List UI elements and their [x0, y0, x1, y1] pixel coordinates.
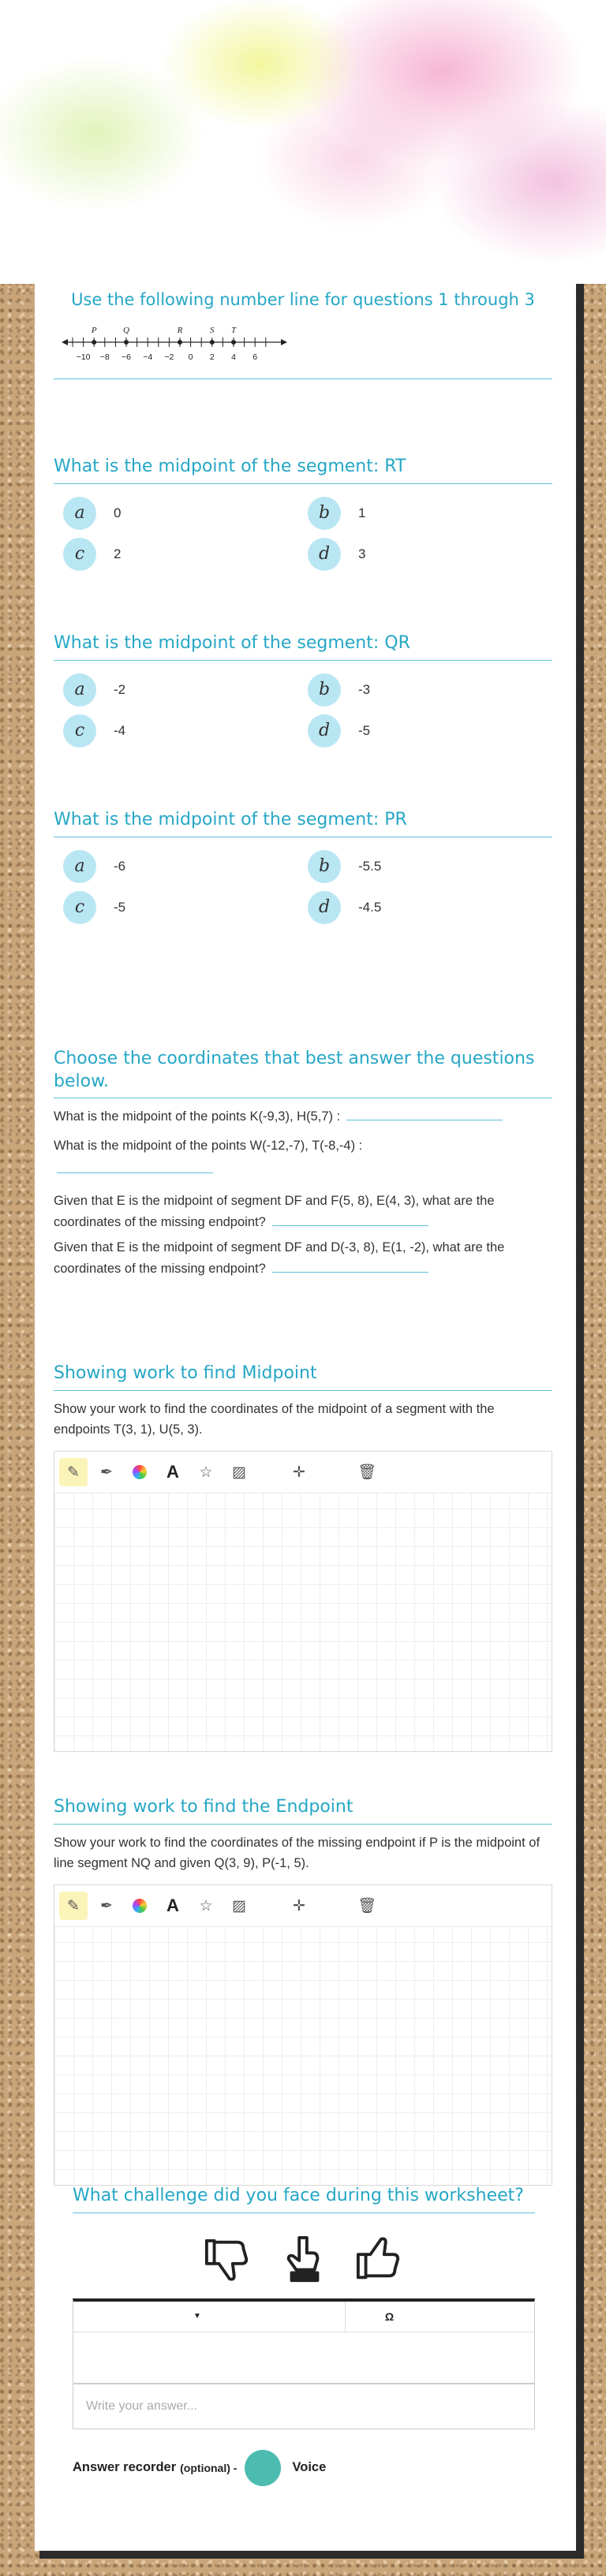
answer-blank-4[interactable]: [272, 1261, 428, 1273]
trash-icon[interactable]: 🗑: [357, 1898, 377, 1915]
option-letter: a: [63, 850, 96, 883]
recorder-optional: (optional) -: [180, 2461, 238, 2474]
answer-recorder: [73, 2450, 535, 2486]
point-label: T: [230, 326, 237, 335]
point-label: P: [91, 326, 97, 335]
option-letter: b: [308, 497, 341, 530]
pencil-icon[interactable]: ✎: [59, 1892, 88, 1920]
point-label: R: [177, 326, 183, 335]
number-line: [62, 325, 290, 369]
option-b[interactable]: [308, 673, 544, 706]
question-3: [54, 809, 552, 932]
option-letter: c: [63, 538, 96, 571]
option-text: 0: [114, 505, 122, 520]
star-icon[interactable]: ☆: [199, 1897, 213, 1914]
work-prompt: Show your work to find the coordinates of the missing endpoint if P is the midpoint of line segment NQ and given Q(3, 9), P(-1, 5).: [54, 1835, 541, 1870]
pen-icon[interactable]: ✒: [100, 1897, 113, 1914]
number-line-point: [231, 340, 236, 345]
point-label: S: [210, 326, 215, 335]
drawing-toolbar: [54, 1452, 552, 1493]
rich-text-editor: [73, 2298, 535, 2384]
coord-question-4: Given that E is the midpoint of segment DF and D(-3, 8), E(1, -2), what are the coordinates of the missing endpoint?: [54, 1240, 505, 1276]
section-title: Choose the coordinates that best answer the questions below.: [54, 1048, 552, 1098]
option-c[interactable]: [63, 714, 300, 747]
coord-question-2: What is the midpoint of the points W(-12,-7), T(-8,-4) :: [54, 1138, 363, 1153]
number-line-point: [92, 340, 96, 345]
option-letter: d: [308, 714, 341, 747]
tick-label: −4: [143, 352, 153, 362]
option-text: 3: [358, 546, 366, 561]
coord-question-1: What is the midpoint of the points K(-9,3), H(5,7) :: [54, 1109, 341, 1124]
tick-label: −10: [76, 352, 91, 362]
point-label: Q: [123, 326, 129, 335]
editor-area[interactable]: [73, 2332, 534, 2384]
image-icon[interactable]: ▨: [232, 1463, 246, 1481]
question-title: What is the midpoint of the segment: RT: [54, 456, 552, 484]
chevron-down-icon[interactable]: ▼: [193, 2312, 201, 2321]
tick-label: 4: [231, 352, 236, 362]
color-wheel-icon[interactable]: [125, 1458, 154, 1486]
option-letter: b: [308, 673, 341, 706]
option-a[interactable]: [63, 850, 300, 883]
option-text: -5: [358, 722, 371, 738]
trash-icon[interactable]: 🗑: [357, 1464, 377, 1482]
move-icon[interactable]: ✛: [293, 1463, 305, 1481]
work-endpoint-section: [54, 1796, 552, 2186]
answer-blank-3[interactable]: [272, 1214, 428, 1226]
work-midpoint-section: [54, 1363, 552, 1752]
option-b[interactable]: [308, 497, 544, 530]
option-letter: a: [63, 497, 96, 530]
number-line-point: [178, 340, 182, 345]
option-letter: c: [63, 891, 96, 924]
coord-question-3: Given that E is the midpoint of segment DF and F(5, 8), E(4, 3), what are the coordinates of the missing endpoint?: [54, 1194, 495, 1229]
omega-icon[interactable]: Ω: [384, 2309, 395, 2323]
option-a[interactable]: [63, 497, 300, 530]
question-1: [54, 456, 552, 579]
answer-blank-1[interactable]: [346, 1109, 503, 1120]
editor-toolbar: [73, 2302, 534, 2332]
pen-icon[interactable]: ✒: [100, 1463, 113, 1481]
color-wheel-icon[interactable]: [125, 1892, 154, 1920]
number-line-point: [210, 340, 215, 345]
drawing-canvas[interactable]: [54, 1884, 552, 2186]
image-icon[interactable]: ▨: [232, 1897, 246, 1914]
thumbs-down-icon[interactable]: [204, 2235, 252, 2283]
header-background: [0, 0, 606, 284]
answer-blank-2[interactable]: [57, 1161, 213, 1173]
option-text: 1: [358, 505, 366, 520]
intro-section: [54, 290, 552, 362]
question-2: [54, 632, 552, 755]
option-text: -6: [114, 858, 126, 874]
pencil-icon[interactable]: ✎: [59, 1458, 88, 1486]
section-title: Showing work to find Midpoint: [54, 1363, 552, 1391]
tick-label: −6: [122, 352, 131, 362]
work-prompt: Show your work to find the coordinates of the midpoint of a segment with the endpoints T(3, 1), U(5, 3).: [54, 1401, 495, 1437]
question-title: What is the midpoint of the segment: PR: [54, 809, 552, 837]
star-icon[interactable]: ☆: [199, 1463, 213, 1481]
option-text: -5: [114, 899, 126, 915]
challenge-section: [73, 2185, 535, 2486]
tick-label: −2: [164, 352, 174, 362]
voice-label: Voice: [292, 2460, 327, 2475]
coordinates-section: [54, 1048, 552, 1279]
option-a[interactable]: [63, 673, 300, 706]
hand-point-icon[interactable]: [279, 2235, 328, 2283]
reaction-row: [73, 2227, 535, 2291]
option-letter: c: [63, 714, 96, 747]
option-letter: a: [63, 673, 96, 706]
option-text: -4.5: [358, 899, 382, 915]
answer-placeholder: Write your answer...: [86, 2399, 198, 2413]
section-title: Showing work to find the Endpoint: [54, 1796, 552, 1825]
option-text: 2: [114, 546, 122, 561]
text-icon[interactable]: A: [166, 1896, 179, 1916]
tick-label: 0: [188, 352, 193, 362]
drawing-toolbar: [54, 1885, 552, 1927]
thumbs-up-icon[interactable]: [355, 2235, 404, 2283]
tick-label: 2: [209, 352, 215, 362]
option-text: -5.5: [358, 858, 382, 874]
option-text: -4: [114, 722, 126, 738]
option-d[interactable]: [308, 538, 544, 571]
option-text: -2: [114, 681, 126, 697]
question-title: What is the midpoint of the segment: QR: [54, 632, 552, 661]
answer-input[interactable]: [73, 2384, 535, 2429]
tick-label: −8: [99, 352, 110, 362]
record-button[interactable]: [245, 2450, 281, 2486]
tick-label: 6: [252, 352, 258, 362]
worksheet: [35, 273, 576, 2551]
section-title: What challenge did you face during this worksheet?: [73, 2185, 535, 2213]
option-d[interactable]: [308, 714, 544, 747]
option-letter: d: [308, 538, 341, 571]
recorder-label: Answer recorder: [73, 2460, 177, 2475]
text-icon[interactable]: A: [166, 1462, 179, 1482]
intro-title: Use the following number line for questions 1 through 3: [71, 290, 535, 309]
option-letter: d: [308, 891, 341, 924]
option-text: -3: [358, 681, 371, 697]
move-icon[interactable]: ✛: [293, 1897, 305, 1914]
option-letter: b: [308, 850, 341, 883]
number-line-point: [124, 340, 129, 345]
option-c[interactable]: [63, 891, 300, 924]
drawing-canvas[interactable]: [54, 1451, 552, 1752]
option-b[interactable]: [308, 850, 544, 883]
option-d[interactable]: [308, 891, 544, 924]
option-c[interactable]: [63, 538, 300, 571]
